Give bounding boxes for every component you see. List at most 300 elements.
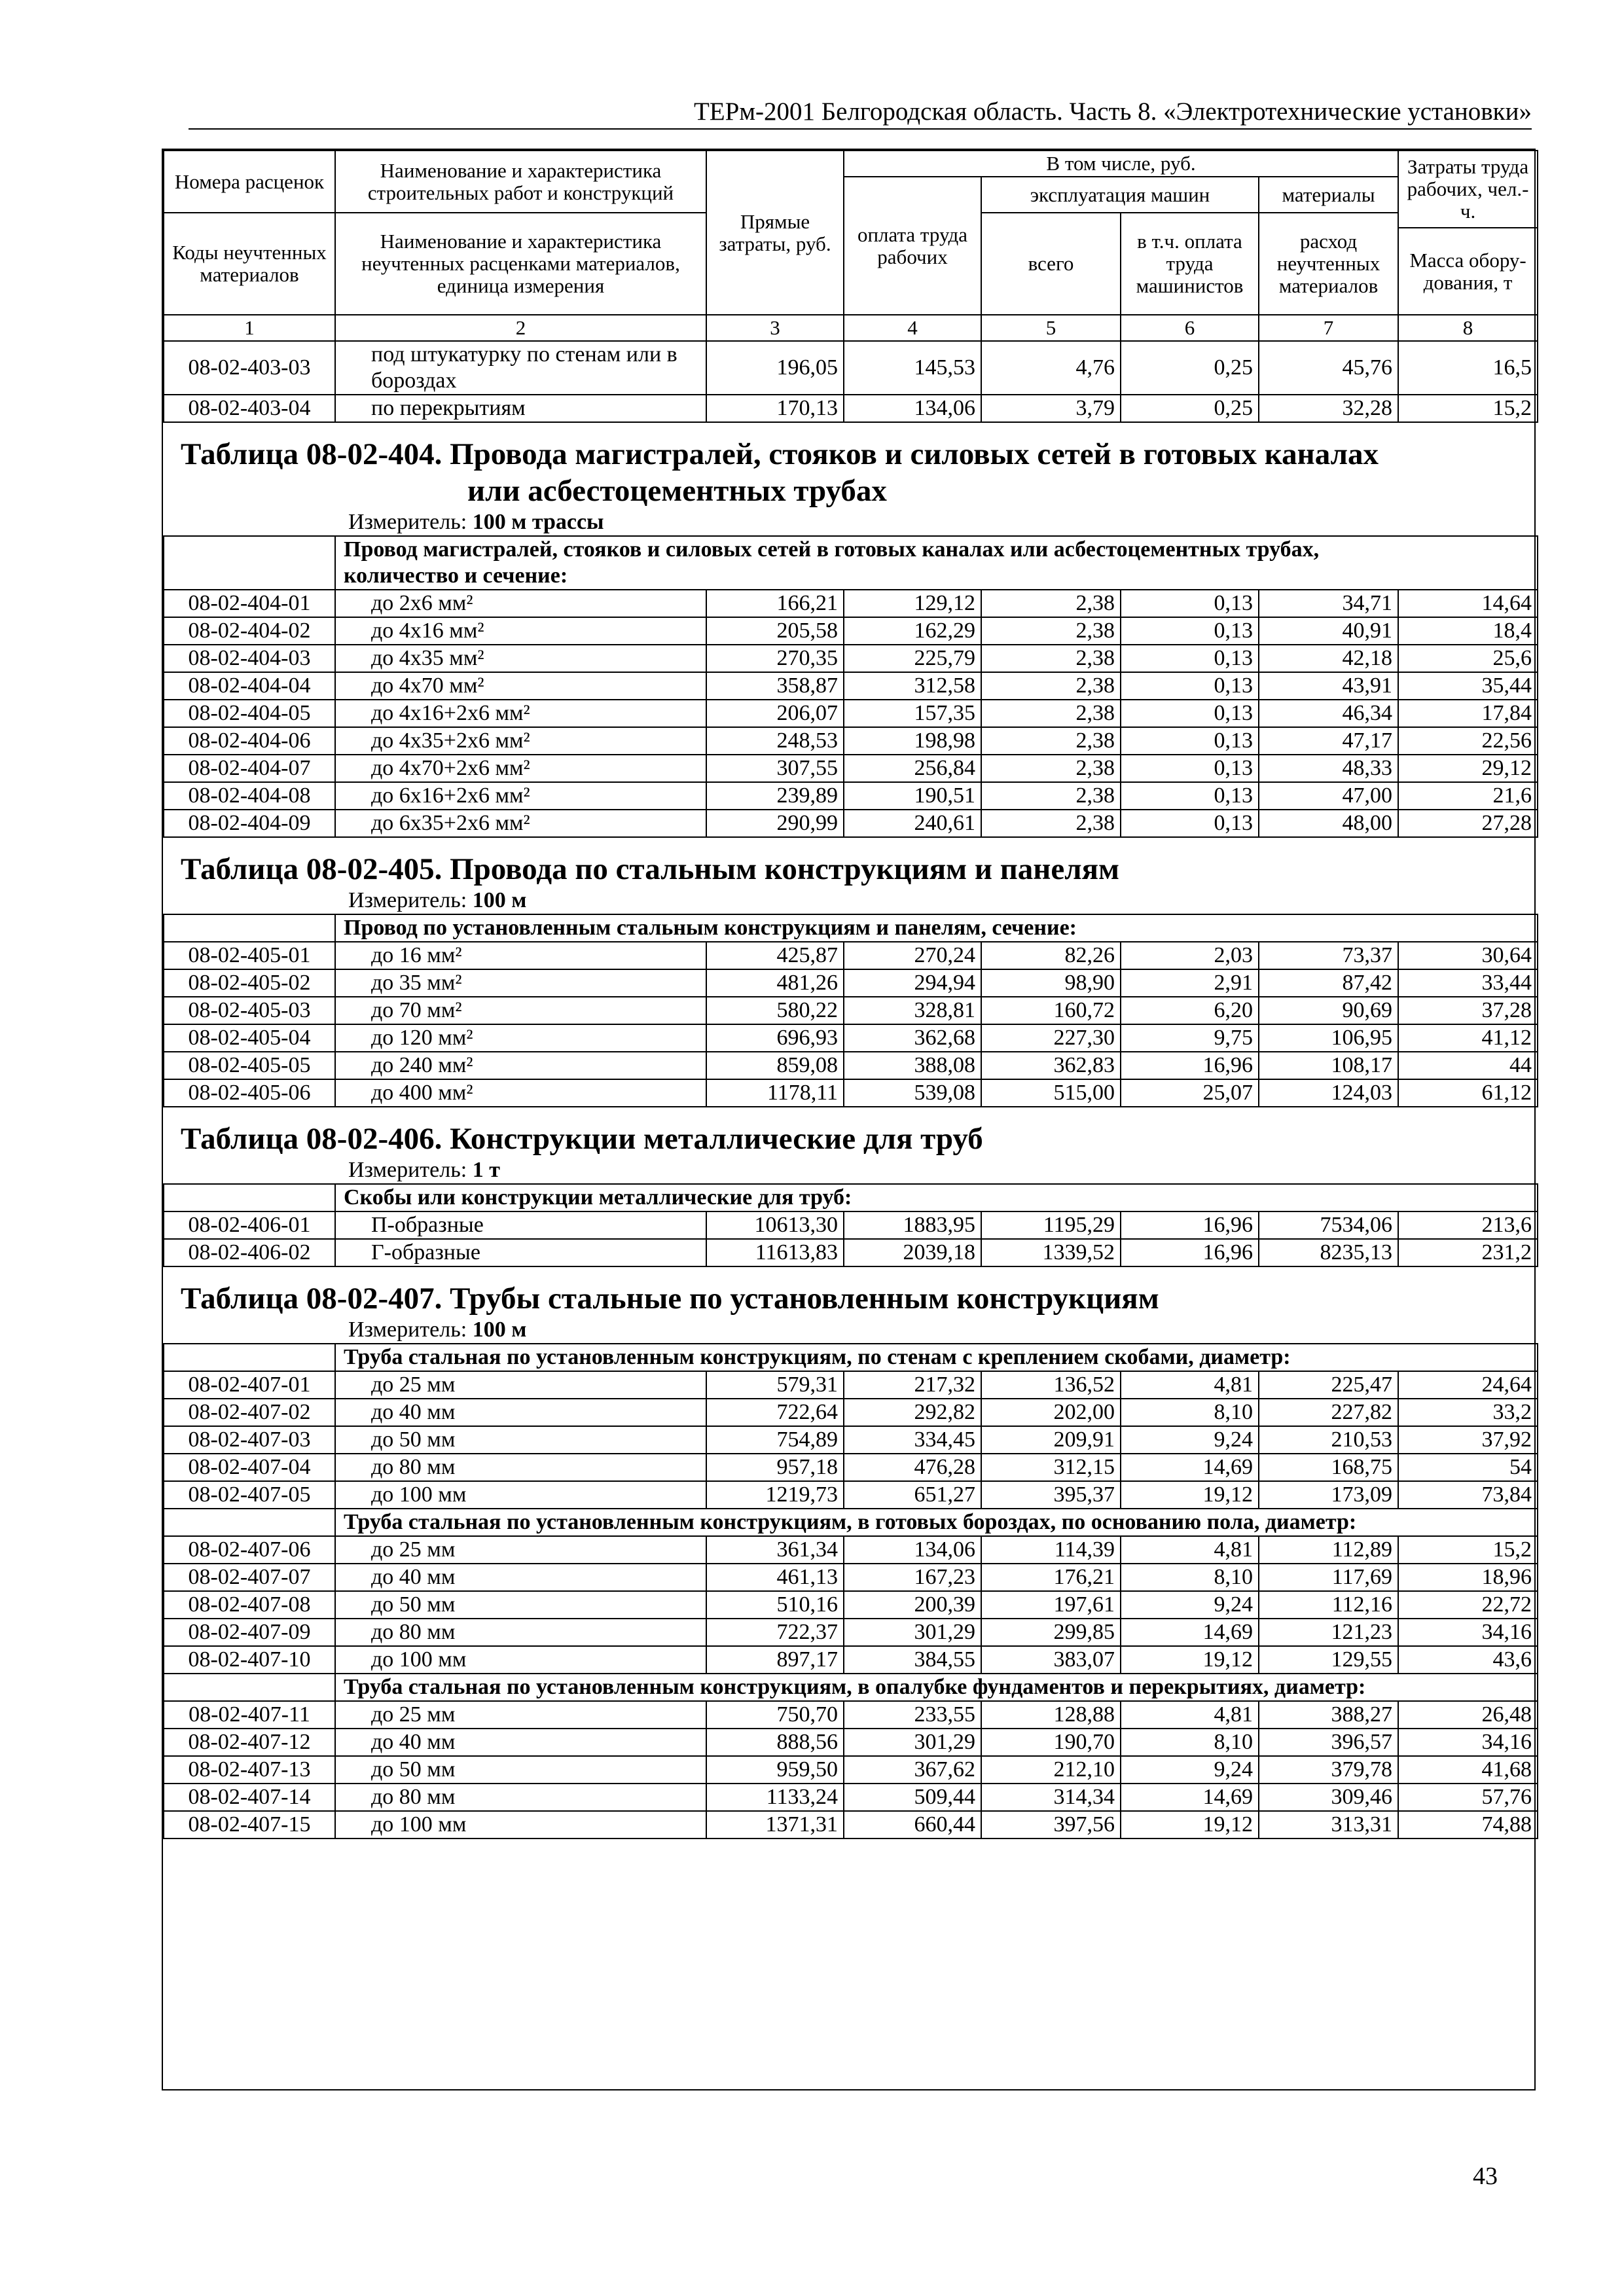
work-name: до 2х6 мм² [335,590,706,617]
cost-value: 754,89 [706,1426,844,1454]
cost-value: 2,03 [1121,942,1259,969]
cost-value: 0,13 [1121,672,1259,700]
table-row [164,1024,1538,1052]
table-row [164,1426,1538,1454]
cost-value: 44 [1398,1052,1538,1079]
cost-value: 362,68 [844,1024,981,1052]
cost-value: 176,21 [981,1564,1121,1591]
cost-value: 34,71 [1259,590,1398,617]
cost-value: 87,42 [1259,969,1398,997]
rate-code: 08-02-407-13 [164,1756,335,1784]
cost-value: 509,44 [844,1784,981,1811]
work-name: до 100 мм [335,1646,706,1674]
cost-value: 21,6 [1398,782,1538,810]
cost-value: 248,53 [706,727,844,755]
cost-value: 43,6 [1398,1646,1538,1674]
cost-value: 160,72 [981,997,1121,1024]
cost-value: 307,55 [706,755,844,782]
cost-value: 515,00 [981,1079,1121,1107]
cost-value: 0,13 [1121,727,1259,755]
work-name: до 25 мм [335,1371,706,1399]
cost-value: 313,31 [1259,1811,1398,1839]
cost-value: 30,64 [1398,942,1538,969]
cost-value: 231,2 [1398,1239,1538,1266]
cost-value: 227,82 [1259,1399,1398,1426]
work-name: до 80 мм [335,1619,706,1646]
cost-value: 897,17 [706,1646,844,1674]
cost-value: 358,87 [706,672,844,700]
rate-code: 08-02-405-04 [164,1024,335,1052]
group-label: Труба стальная по установленным конструкциям, в опалубке фундаментов и перекрытиях, диаметр: [344,1675,1366,1699]
cost-value: 309,46 [1259,1784,1398,1811]
cost-value: 301,29 [844,1729,981,1756]
cost-value: 580,22 [706,997,844,1024]
cost-value: 395,37 [981,1481,1121,1509]
cost-value: 46,34 [1259,700,1398,727]
cost-value: 294,94 [844,969,981,997]
cost-value: 134,06 [844,1536,981,1564]
cost-value: 121,23 [1259,1619,1398,1646]
group-header-row [164,914,1538,942]
work-name: до 50 мм [335,1756,706,1784]
rate-code: 08-02-404-03 [164,645,335,672]
cost-value: 16,96 [1121,1211,1259,1239]
col-unaccounted-codes-header: Коды неучтенных материалов [164,213,335,315]
table-row [164,942,1538,969]
cost-value: 29,12 [1398,755,1538,782]
cost-value: 145,53 [844,341,981,395]
cost-value: 14,69 [1121,1619,1259,1646]
table-row [164,1399,1538,1426]
col-materials-header: материалы [1259,177,1398,213]
col-equipment-mass-header: Масса обору-дования, т [1398,228,1538,315]
col-number: 8 [1398,315,1538,341]
cost-value: 196,05 [706,341,844,395]
table-row [164,755,1538,782]
work-name: до 50 мм [335,1591,706,1619]
cost-value: 33,44 [1398,969,1538,997]
cost-value: 888,56 [706,1729,844,1756]
group-label: Провод по установленным стальным конструкциям и панелям, сечение: [344,916,1077,940]
cost-value: 4,81 [1121,1371,1259,1399]
work-name: до 40 мм [335,1729,706,1756]
cost-value: 170,13 [706,395,844,422]
cost-value: 539,08 [844,1079,981,1107]
rate-code: 08-02-404-09 [164,810,335,837]
table-row [164,1811,1538,1839]
cost-value: 0,13 [1121,590,1259,617]
section-title-row [164,851,1538,888]
cost-value: 2,38 [981,782,1121,810]
work-name: до 70 мм² [335,997,706,1024]
work-name: под штукатурку по стенам или в бороздах [335,341,706,395]
work-name: до 25 мм [335,1536,706,1564]
cost-value: 19,12 [1121,1811,1259,1839]
table-row [164,1701,1538,1729]
rate-code: 08-02-407-01 [164,1371,335,1399]
cost-value: 73,84 [1398,1481,1538,1509]
cost-value: 4,81 [1121,1536,1259,1564]
cost-value: 8,10 [1121,1564,1259,1591]
cost-value: 2,38 [981,672,1121,700]
cost-value: 8,10 [1121,1729,1259,1756]
rate-code: 08-02-407-03 [164,1426,335,1454]
cost-value: 9,24 [1121,1591,1259,1619]
cost-value: 314,34 [981,1784,1121,1811]
cost-value: 61,12 [1398,1079,1538,1107]
cost-value: 57,76 [1398,1784,1538,1811]
work-name: до 25 мм [335,1701,706,1729]
cost-value: 2,38 [981,645,1121,672]
measure-unit: 100 м [472,1318,527,1342]
group-label-continued: количество и сечение: [344,564,568,588]
page-number: 43 [1473,2162,1498,2190]
group-label: Скобы или конструкции металлические для труб: [344,1185,852,1210]
rate-code: 08-02-404-05 [164,700,335,727]
table-row [164,1619,1538,1646]
work-name: по перекрытиям [335,395,706,422]
table-row [164,1211,1538,1239]
cost-value: 25,07 [1121,1079,1259,1107]
work-name: до 4х35+2х6 мм² [335,727,706,755]
cost-value: 18,96 [1398,1564,1538,1591]
work-name: до 40 мм [335,1399,706,1426]
rate-code: 08-02-407-09 [164,1619,335,1646]
group-label: Провод магистралей, стояков и силовых сетей в готовых каналах или асбестоцементных трубах, [344,537,1320,562]
cost-value: 312,15 [981,1454,1121,1481]
cost-value: 4,81 [1121,1701,1259,1729]
work-name: до 80 мм [335,1454,706,1481]
table-row [164,1481,1538,1509]
cost-value: 168,75 [1259,1454,1398,1481]
rates-table [163,150,1538,1839]
table-row [164,672,1538,700]
cost-value: 32,28 [1259,395,1398,422]
cost-value: 361,34 [706,1536,844,1564]
cost-value: 24,64 [1398,1371,1538,1399]
cost-value: 90,69 [1259,997,1398,1024]
cost-value: 10613,30 [706,1211,844,1239]
work-name: до 35 мм² [335,969,706,997]
col-number: 6 [1121,315,1259,341]
cost-value: 0,13 [1121,700,1259,727]
cost-value: 206,07 [706,700,844,727]
rate-code: 08-02-407-04 [164,1454,335,1481]
cost-value: 190,70 [981,1729,1121,1756]
cost-value: 114,39 [981,1536,1121,1564]
cost-value: 1371,31 [706,1811,844,1839]
cost-value: 34,16 [1398,1619,1538,1646]
measure-unit: 100 м [472,888,527,912]
work-name: до 240 мм² [335,1052,706,1079]
cost-value: 11613,83 [706,1239,844,1266]
cost-value: 0,25 [1121,341,1259,395]
table-row [164,1756,1538,1784]
rate-code: 08-02-405-05 [164,1052,335,1079]
col-number: 4 [844,315,981,341]
work-name: до 100 мм [335,1811,706,1839]
rate-code: 08-02-403-03 [164,341,335,395]
measure-row [164,888,1538,914]
cost-value: 227,30 [981,1024,1121,1052]
rate-code: 08-02-407-14 [164,1784,335,1811]
cost-value: 162,29 [844,617,981,645]
measure-label: Измеритель: [348,888,467,912]
table-row [164,1536,1538,1564]
cost-value: 959,50 [706,1756,844,1784]
section-title-row [164,473,1538,509]
cost-value: 14,64 [1398,590,1538,617]
cost-value: 2,38 [981,810,1121,837]
cost-value: 299,85 [981,1619,1121,1646]
cost-value: 16,96 [1121,1239,1259,1266]
col-rate-numbers-header: Номера расценок [164,151,335,213]
cost-value: 190,51 [844,782,981,810]
measure-label: Измеритель: [348,1318,467,1342]
cost-value: 0,13 [1121,810,1259,837]
table-row [164,590,1538,617]
measure-row [164,1157,1538,1184]
cost-value: 270,35 [706,645,844,672]
cost-value: 2039,18 [844,1239,981,1266]
work-name: до 400 мм² [335,1079,706,1107]
rate-code: 08-02-405-06 [164,1079,335,1107]
section-spacer [164,422,1538,436]
cost-value: 240,61 [844,810,981,837]
work-name: до 80 мм [335,1784,706,1811]
cost-value: 4,76 [981,341,1121,395]
rate-code: 08-02-407-15 [164,1811,335,1839]
cost-value: 213,6 [1398,1211,1538,1239]
rate-code: 08-02-407-07 [164,1564,335,1591]
cost-value: 209,91 [981,1426,1121,1454]
cost-value: 217,32 [844,1371,981,1399]
cost-value: 112,89 [1259,1536,1398,1564]
rate-code: 08-02-404-01 [164,590,335,617]
cost-value: 1133,24 [706,1784,844,1811]
cost-value: 256,84 [844,755,981,782]
cost-value: 396,57 [1259,1729,1398,1756]
cost-value: 957,18 [706,1454,844,1481]
cost-value: 37,28 [1398,997,1538,1024]
cost-value: 2,38 [981,727,1121,755]
cost-value: 476,28 [844,1454,981,1481]
cost-value: 1883,95 [844,1211,981,1239]
cost-value: 22,56 [1398,727,1538,755]
cost-value: 425,87 [706,942,844,969]
cost-value: 8235,13 [1259,1239,1398,1266]
cost-value: 197,61 [981,1591,1121,1619]
work-name: до 4х35 мм² [335,645,706,672]
cost-value: 0,13 [1121,617,1259,645]
cost-value: 18,4 [1398,617,1538,645]
work-name: до 4х16 мм² [335,617,706,645]
cost-value: 73,37 [1259,942,1398,969]
cost-value: 8,10 [1121,1399,1259,1426]
table-row [164,969,1538,997]
col-number: 3 [706,315,844,341]
cost-value: 9,24 [1121,1756,1259,1784]
measure-row [164,1317,1538,1344]
cost-value: 859,08 [706,1052,844,1079]
cost-value: 367,62 [844,1756,981,1784]
cost-value: 108,17 [1259,1052,1398,1079]
cost-value: 388,08 [844,1052,981,1079]
cost-value: 334,45 [844,1426,981,1454]
work-name: до 4х16+2х6 мм² [335,700,706,727]
table-row [164,645,1538,672]
work-name: до 4х70+2х6 мм² [335,755,706,782]
cost-value: 2,38 [981,617,1121,645]
rate-code: 08-02-405-03 [164,997,335,1024]
work-name: до 50 мм [335,1426,706,1454]
cost-value: 117,69 [1259,1564,1398,1591]
measure-row [164,509,1538,536]
col-labor-cost-header: Затраты труда рабочих, чел.-ч. [1398,151,1538,228]
table-row [164,700,1538,727]
cost-value: 750,70 [706,1701,844,1729]
rate-code: 08-02-407-11 [164,1701,335,1729]
cost-value: 239,89 [706,782,844,810]
cost-value: 19,12 [1121,1481,1259,1509]
cost-value: 7534,06 [1259,1211,1398,1239]
measure-label: Измеритель: [348,510,467,534]
rate-code: 08-02-407-06 [164,1536,335,1564]
cost-value: 0,25 [1121,395,1259,422]
cost-value: 2,38 [981,590,1121,617]
cost-value: 33,2 [1398,1399,1538,1426]
col-unaccounted-materials-header: расход неучтенных материалов [1259,213,1398,315]
cost-value: 6,20 [1121,997,1259,1024]
cost-value: 124,03 [1259,1079,1398,1107]
cost-value: 98,90 [981,969,1121,997]
col-number: 2 [335,315,706,341]
measure-label: Измеритель: [348,1158,467,1182]
cost-value: 200,39 [844,1591,981,1619]
section-title-row [164,436,1538,473]
work-name: до 100 мм [335,1481,706,1509]
measure-unit: 100 м трассы [472,510,604,534]
table-row [164,617,1538,645]
work-name: до 6х16+2х6 мм² [335,782,706,810]
header-row-1 [164,151,1538,177]
cost-value: 210,53 [1259,1426,1398,1454]
table-row [164,395,1538,422]
cost-value: 461,13 [706,1564,844,1591]
cost-value: 43,91 [1259,672,1398,700]
cost-value: 166,21 [706,590,844,617]
group-header-row [164,1344,1538,1371]
cost-value: 481,26 [706,969,844,997]
section-title: Таблица 08-02-405. Провода по стальным конструкциям и панелям [181,852,1120,886]
rate-code: 08-02-404-08 [164,782,335,810]
table-row [164,1729,1538,1756]
rate-code: 08-02-404-04 [164,672,335,700]
cost-value: 292,82 [844,1399,981,1426]
cost-value: 2,38 [981,700,1121,727]
cost-value: 722,37 [706,1619,844,1646]
table-row [164,997,1538,1024]
table-row [164,1052,1538,1079]
cost-value: 651,27 [844,1481,981,1509]
cost-value: 1195,29 [981,1211,1121,1239]
cost-value: 15,2 [1398,395,1538,422]
rate-code: 08-02-404-02 [164,617,335,645]
rate-code: 08-02-407-02 [164,1399,335,1426]
table-row [164,1239,1538,1266]
cost-value: 9,75 [1121,1024,1259,1052]
cost-value: 167,23 [844,1564,981,1591]
cost-value: 0,13 [1121,782,1259,810]
cost-value: 40,91 [1259,617,1398,645]
section-title-row [164,1121,1538,1157]
table-row [164,782,1538,810]
cost-value: 2,91 [1121,969,1259,997]
col-including-header: В том числе, руб. [844,151,1398,177]
rate-code: 08-02-404-06 [164,727,335,755]
col-number: 5 [981,315,1121,341]
cost-value: 384,55 [844,1646,981,1674]
col-number: 7 [1259,315,1398,341]
table-row [164,810,1538,837]
cost-value: 74,88 [1398,1811,1538,1839]
cost-value: 225,47 [1259,1371,1398,1399]
cost-value: 1219,73 [706,1481,844,1509]
table-row [164,1564,1538,1591]
cost-value: 202,00 [981,1399,1121,1426]
group-header-row [164,1184,1538,1211]
col-machines-total-header: всего [981,213,1121,315]
cost-value: 26,48 [1398,1701,1538,1729]
group-header-row [164,1509,1538,1536]
work-name: П-образные [335,1211,706,1239]
section-title: Таблица 08-02-407. Трубы стальные по установленным конструкциям [181,1282,1159,1316]
section-title-continued: или асбестоцементных трубах [467,474,887,508]
section-title-row [164,1280,1538,1317]
cost-value: 383,07 [981,1646,1121,1674]
section-spacer [164,837,1538,851]
cost-value: 34,16 [1398,1729,1538,1756]
cost-value: 9,24 [1121,1426,1259,1454]
col-work-name-header: Наименование и характеристика строительных работ и конструкций [335,151,706,213]
work-name: до 6х35+2х6 мм² [335,810,706,837]
cost-value: 47,00 [1259,782,1398,810]
cost-value: 0,13 [1121,645,1259,672]
cost-value: 696,93 [706,1024,844,1052]
col-machines-header: эксплуатация машин [981,177,1259,213]
cost-value: 54 [1398,1454,1538,1481]
cost-value: 157,35 [844,700,981,727]
section-title: Таблица 08-02-404. Провода магистралей, стояков и силовых сетей в готовых каналах [181,437,1379,471]
running-header [189,90,1532,130]
table-row [164,727,1538,755]
cost-value: 205,58 [706,617,844,645]
cost-value: 3,79 [981,395,1121,422]
cost-value: 290,99 [706,810,844,837]
cost-value: 212,10 [981,1756,1121,1784]
col-unaccounted-name-header: Наименование и характеристика неучтенных расценками материалов, единица измерения [335,213,706,315]
group-header-row [164,1674,1538,1701]
cost-value: 722,64 [706,1399,844,1426]
cost-value: 15,2 [1398,1536,1538,1564]
cost-value: 510,16 [706,1591,844,1619]
work-name: Г-образные [335,1239,706,1266]
rate-code: 08-02-407-05 [164,1481,335,1509]
group-label: Труба стальная по установленным конструкциям, по стенам с креплением скобами, диаметр: [344,1345,1291,1369]
section-spacer [164,1107,1538,1121]
cost-value: 82,26 [981,942,1121,969]
cost-value: 579,31 [706,1371,844,1399]
